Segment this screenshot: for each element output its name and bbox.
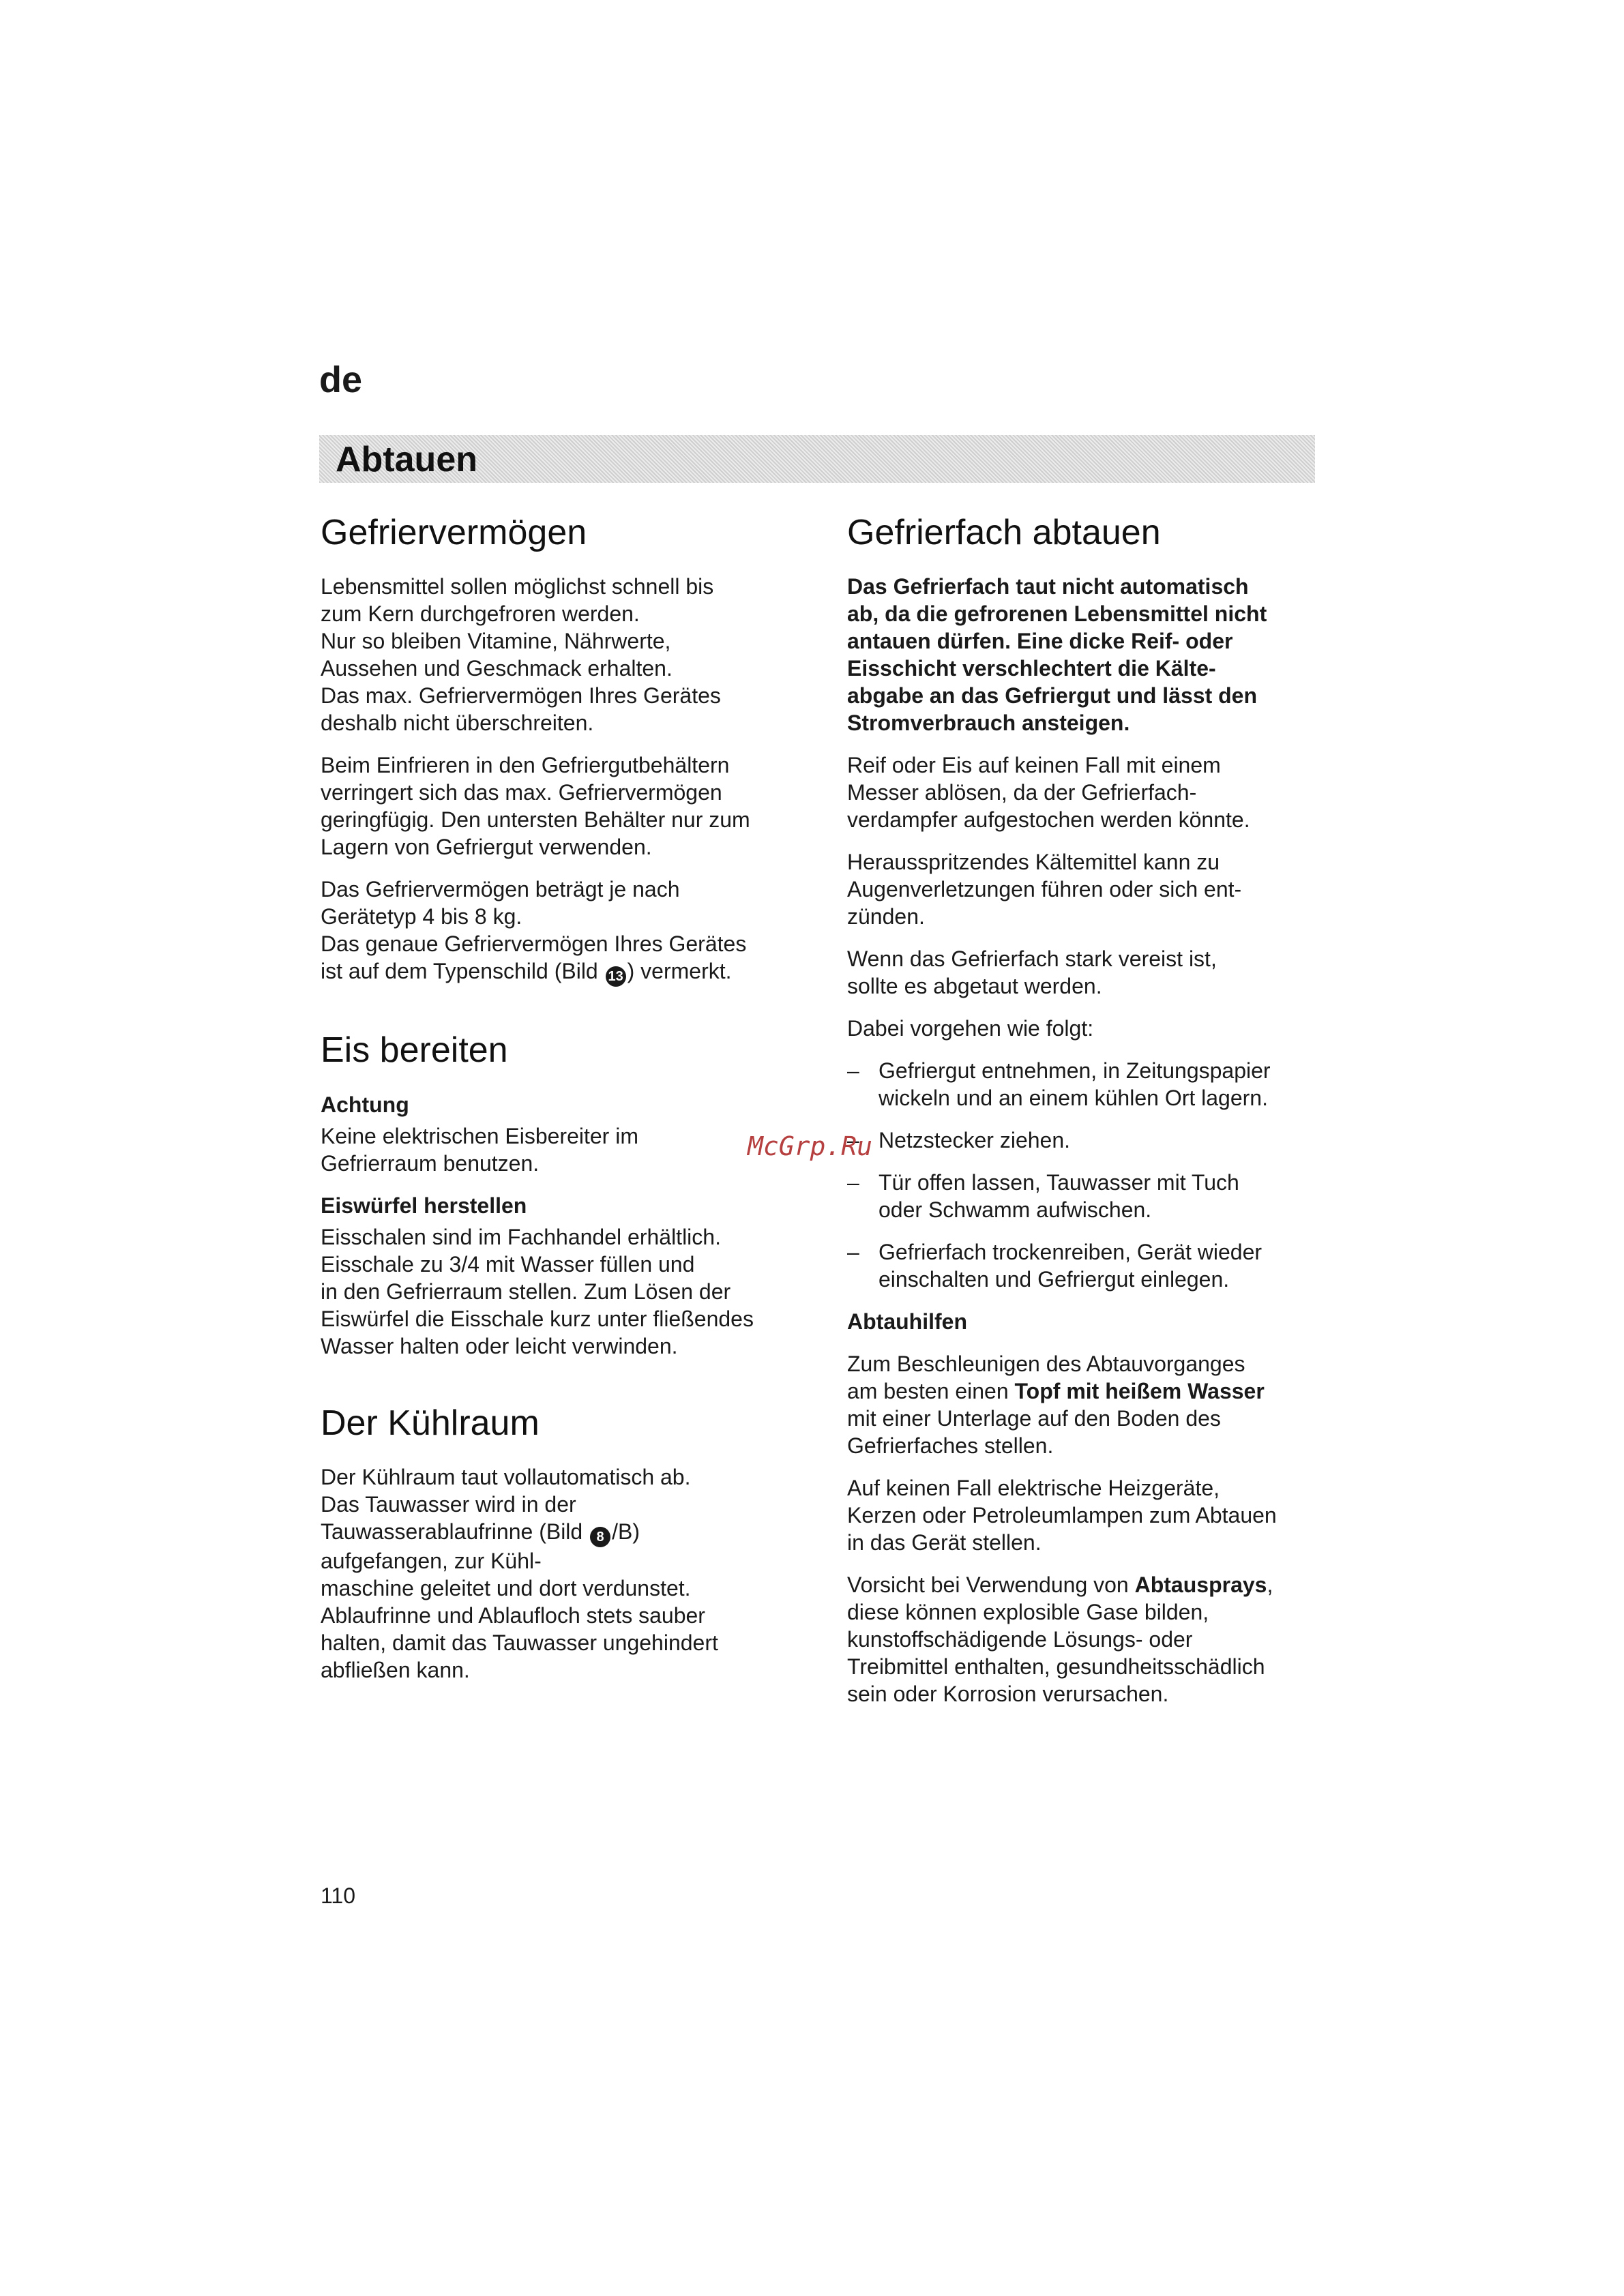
abtauhilfen-p3-start: Vorsicht bei Verwendung von xyxy=(847,1572,1135,1598)
defrost-steps-list xyxy=(847,1057,1318,1293)
section-header-bar xyxy=(319,435,1315,483)
watermark: McGrp.Ru xyxy=(748,1131,873,1161)
figure-8-badge: 8 xyxy=(590,1527,610,1547)
heading-gefrierfach-abtauen: Gefrierfach abtauen xyxy=(847,513,1161,552)
subheading-eiswuerfel: Eiswürfel herstellen xyxy=(321,1193,527,1218)
abtauhilfen-paragraph-3 xyxy=(847,1571,1318,1708)
subheading-achtung: Achtung xyxy=(321,1092,409,1117)
gefrierfach-paragraph-1: Reif oder Eis auf keinen Fall mit einem Messer ablösen, da der Gefrierfach- verdampfer aufgestochen werden könnte. xyxy=(847,753,1250,833)
gefrierfach-paragraph-3: Wenn das Gefrierfach stark vereist ist, sollte es abgetaut werden. xyxy=(847,946,1217,999)
abtauhilfen-p3-bold: Abtausprays xyxy=(1134,1572,1267,1598)
defrost-step-4: – Gefrierfach trockenreiben, Gerät wieder einschalten und Gefriergut einlegen. xyxy=(847,1238,1318,1293)
subheading-abtauhilfen: Abtauhilfen xyxy=(847,1309,967,1335)
right-column xyxy=(847,511,1318,1723)
kuehlraum-text-start: Der Kühlraum taut vollautomatisch ab. Das Tauwasser wird in der Tauwasserablaufrinne (Bild xyxy=(321,1465,691,1545)
heading-gefriervermoegen: Gefriervermögen xyxy=(321,513,587,552)
language-code: de xyxy=(319,359,363,400)
gefrierfach-paragraph-4: Dabei vorgehen wie folgt: xyxy=(847,1016,1094,1041)
left-column xyxy=(321,511,798,1699)
defrost-step-1: – Gefriergut entnehmen, in Zeitungspapier wickeln und an einem kühlen Ort lagern. xyxy=(847,1057,1318,1112)
figure-13-badge: 13 xyxy=(606,966,626,987)
eiswuerfel-text: Eisschalen sind im Fachhandel erhältlich. Eisschale zu 3/4 mit Wasser füllen und in den Gefrierraum stellen. Zum Lösen der Eiswürfel die Eisschale kurz unter fließendes Wasser halten oder leicht verwinden. xyxy=(321,1224,754,1358)
gefriervermoegen-paragraph-1: Lebensmittel sollen möglichst schnell bis zum Kern durchgefroren werden. Nur so bleiben Vitamine, Nährwerte, Aussehen und Geschmack erhalten. Das max. Gefriervermögen Ihres Gerätes deshalb nicht überschreiten. xyxy=(321,574,721,736)
abtauhilfen-p3-end: , diese können explosible Gase bilden, kunstoffschädigende Lösungs- oder Treibmittel enthalten, gesundheitsschädlich sein oder Korrosion verursachen. xyxy=(847,1572,1273,1707)
page-number: 110 xyxy=(321,1883,356,1908)
abtauhilfen-p1-end: mit einer Unterlage auf den Boden des Gefrierfaches stellen. xyxy=(847,1406,1221,1459)
defrost-step-3: – Tür offen lassen, Tauwasser mit Tuch oder Schwamm aufwischen. xyxy=(847,1169,1318,1223)
gefriervermoegen-p3-text: Das Gefriervermögen beträgt je nach Gerätetyp 4 bis 8 kg. Das genaue Gefriervermögen Ihres Gerätes ist auf dem Typenschild (Bild xyxy=(321,877,747,984)
kuehlraum-text-end: /B) aufgefangen, zur Kühl- maschine geleitet und dort verdunstet. Ablaufrinne und Ablaufloch stets sauber halten, damit das Tauwasser ungehindert abfließen kann. xyxy=(321,1519,718,1683)
achtung-text: Keine elektrischen Eisbereiter im Gefrierraum benutzen. xyxy=(321,1123,638,1176)
gefriervermoegen-paragraph-3 xyxy=(321,876,798,987)
heading-kuehlraum: Der Kühlraum xyxy=(321,1403,540,1443)
heading-eis-bereiten: Eis bereiten xyxy=(321,1030,508,1071)
section-title: Abtauen xyxy=(336,440,477,479)
abtauhilfen-paragraph-2: Auf keinen Fall elektrische Heizgeräte, Kerzen oder Petroleumlampen zum Abtauen in das Gerät stellen. xyxy=(847,1476,1277,1555)
gefriervermoegen-paragraph-2: Beim Einfrieren in den Gefriergutbehältern verringert sich das max. Gefriervermögen geringfügig. Den untersten Behälter nur zum Lagern von Gefriergut verwenden. xyxy=(321,753,750,860)
abtauhilfen-p1-start: Zum Beschleunigen des Abtauvorganges am besten einen xyxy=(847,1352,1245,1404)
kuehlraum-paragraph xyxy=(321,1463,798,1684)
gefriervermoegen-p3-end: ) vermerkt. xyxy=(627,959,732,984)
gefrierfach-lead-text: Das Gefrierfach taut nicht automatisch ab, da die gefrorenen Lebensmittel nicht antauen dürfen. Eine dicke Reif- oder Eisschicht verschlechtert die Kälte- abgabe an das Gefriergut und lässt den Stromverbrauch ansteigen. xyxy=(847,574,1267,736)
abtauhilfen-p1-bold: Topf mit heißem Wasser xyxy=(1014,1379,1265,1404)
gefrierfach-paragraph-2: Herausspritzendes Kältemittel kann zu Augenverletzungen führen oder sich ent- zünden. xyxy=(847,850,1242,929)
abtauhilfen-paragraph-1 xyxy=(847,1350,1318,1459)
defrost-step-2: – Netzstecker ziehen. xyxy=(847,1127,1318,1154)
